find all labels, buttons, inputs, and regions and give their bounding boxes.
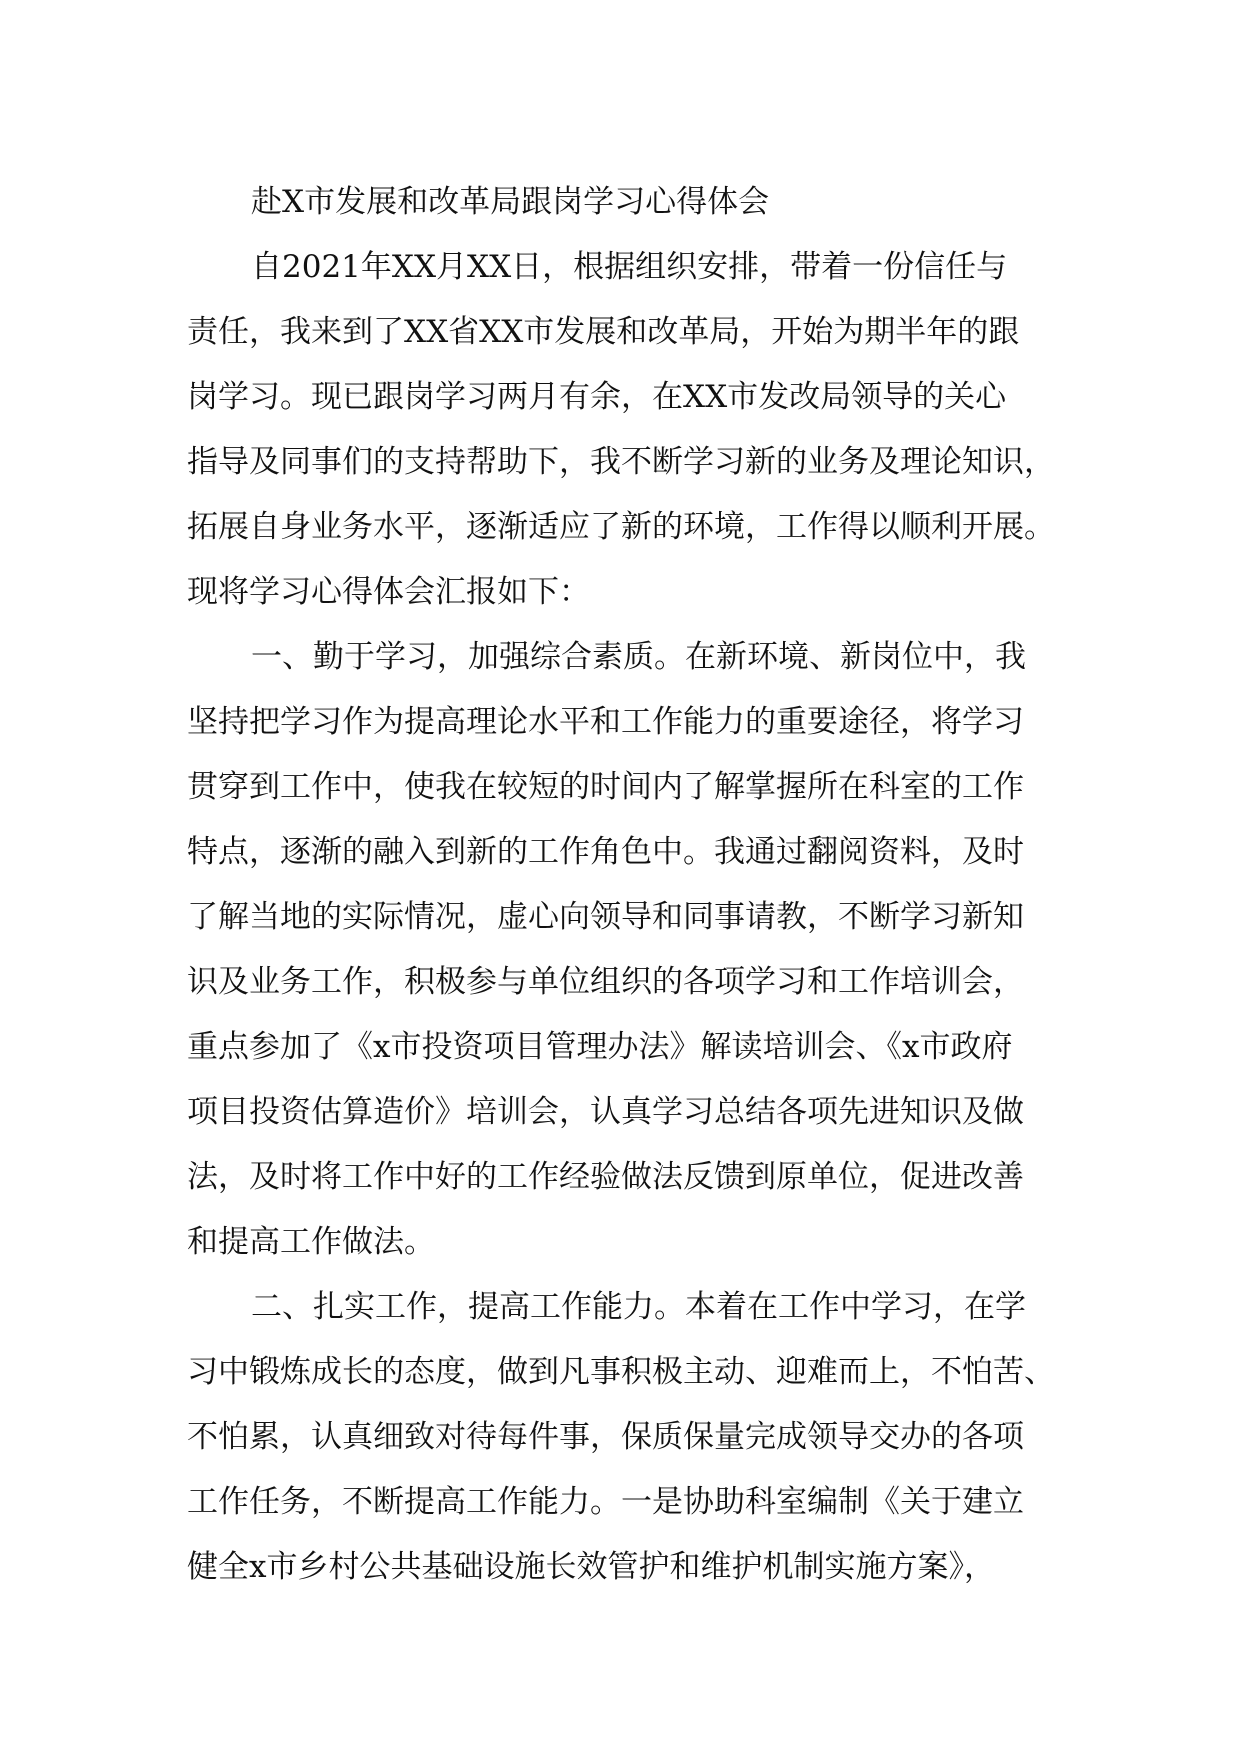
paragraph-line: 贯穿到工作中，使我在较短的时间内了解掌握所在科室的工作 [187, 769, 1024, 805]
paragraph-line: 拓展自身业务水平，逐渐适应了新的环境，工作得以顺利开展。 [187, 509, 1055, 545]
paragraph-line: 现将学习心得体会汇报如下： [187, 574, 590, 610]
document-title: 赴X市发展和改革局跟岗学习心得体会 [251, 184, 770, 220]
paragraph-line: 自2021年XX月XX日，根据组织安排，带着一份信任与 [251, 249, 1008, 285]
paragraph-line: 不怕累，认真细致对待每件事，保质保量完成领导交办的各项 [187, 1419, 1024, 1455]
paragraph-line: 工作任务，不断提高工作能力。一是协助科室编制《关于建立 [187, 1484, 1024, 1520]
paragraph-line: 了解当地的实际情况，虚心向领导和同事请教，不断学习新知 [187, 899, 1024, 935]
paragraph-line: 岗学习。现已跟岗学习两月有余，在XX市发改局领导的关心 [187, 379, 1007, 415]
paragraph-line: 特点，逐渐的融入到新的工作角色中。我通过翻阅资料，及时 [187, 834, 1024, 870]
paragraph-line: 健全x市乡村公共基础设施长效管护和维护机制实施方案》， [187, 1549, 995, 1585]
paragraph-line: 坚持把学习作为提高理论水平和工作能力的重要途径，将学习 [187, 704, 1024, 740]
paragraph-line: 指导及同事们的支持帮助下，我不断学习新的业务及理论知识， [187, 444, 1055, 480]
paragraph-line: 法，及时将工作中好的工作经验做法反馈到原单位，促进改善 [187, 1159, 1024, 1195]
paragraph-1 [187, 235, 1092, 625]
paragraph-line: 责任，我来到了XX省XX市发展和改革局，开始为期半年的跟 [187, 314, 1020, 350]
document-body [187, 170, 1092, 1600]
paragraph-line: 重点参加了《x市投资项目管理办法》解读培训会、《x市政府 [187, 1029, 1013, 1065]
paragraph-line: 项目投资估算造价》培训会，认真学习总结各项先进知识及做 [187, 1094, 1024, 1130]
paragraph-line: 习中锻炼成长的态度，做到凡事积极主动、迎难而上，不怕苦、 [187, 1354, 1055, 1390]
paragraph-3 [187, 1275, 1092, 1600]
paragraph-line: 识及业务工作，积极参与单位组织的各项学习和工作培训会， [187, 964, 1024, 1000]
paragraph-2 [187, 625, 1092, 1275]
paragraph-line: 一、勤于学习，加强综合素质。在新环境、新岗位中，我 [251, 639, 1026, 675]
paragraph-line: 二、扎实工作，提高工作能力。本着在工作中学习，在学 [251, 1289, 1026, 1325]
paragraph-line: 和提高工作做法。 [187, 1224, 435, 1260]
